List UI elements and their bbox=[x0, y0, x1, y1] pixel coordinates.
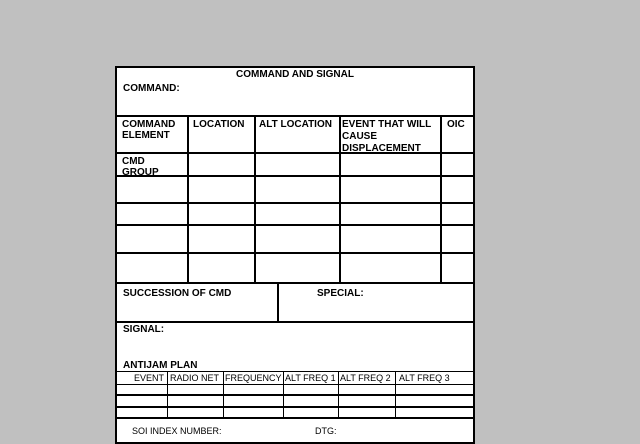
column-divider bbox=[277, 282, 279, 323]
grid-line bbox=[117, 384, 473, 385]
command-label: COMMAND: bbox=[123, 83, 180, 94]
grid-column-divider bbox=[395, 371, 396, 419]
grid-column-divider bbox=[283, 371, 284, 419]
column-header-oic: OIC bbox=[447, 119, 465, 130]
antijam-header-frequency: FREQUENCY bbox=[225, 373, 282, 383]
soi-index-label: SOI INDEX NUMBER: bbox=[132, 426, 222, 436]
form-title: COMMAND AND SIGNAL bbox=[236, 69, 354, 80]
grid-column-divider bbox=[223, 371, 224, 419]
dtg-label: DTG: bbox=[315, 426, 337, 436]
column-divider bbox=[440, 115, 442, 284]
grid-line bbox=[117, 371, 473, 372]
antijam-header-alt-freq-2: ALT FREQ 2 bbox=[340, 373, 391, 383]
special-label: SPECIAL: bbox=[317, 288, 364, 299]
grid-column-divider bbox=[167, 371, 168, 419]
antijam-label: ANTIJAM PLAN bbox=[123, 360, 198, 371]
succession-label: SUCCESSION OF CMD bbox=[123, 288, 232, 299]
antijam-header-radio-net: RADIO NET bbox=[170, 373, 220, 383]
column-divider bbox=[339, 115, 341, 284]
divider bbox=[117, 175, 473, 177]
signal-label: SIGNAL: bbox=[123, 324, 165, 335]
divider bbox=[117, 202, 473, 204]
divider bbox=[117, 252, 473, 254]
column-header-event: EVENT THAT WILL CAUSE DISPLACEMENT bbox=[342, 119, 432, 154]
divider bbox=[117, 321, 473, 323]
antijam-header-alt-freq-3: ALT FREQ 3 bbox=[399, 373, 450, 383]
grid-line bbox=[117, 406, 473, 408]
grid-line bbox=[117, 417, 473, 419]
grid-column-divider bbox=[338, 371, 339, 419]
column-header-alt-location: ALT LOCATION bbox=[259, 119, 332, 130]
column-divider bbox=[187, 115, 189, 284]
divider bbox=[117, 115, 473, 117]
command-and-signal-form bbox=[115, 66, 475, 444]
antijam-header-event: EVENT bbox=[134, 373, 165, 383]
grid-line bbox=[117, 394, 473, 396]
column-header-command-element: COMMAND ELEMENT bbox=[122, 119, 176, 141]
column-header-location: LOCATION bbox=[193, 119, 245, 130]
antijam-header-alt-freq-1: ALT FREQ 1 bbox=[285, 373, 336, 383]
column-divider bbox=[254, 115, 256, 284]
divider bbox=[117, 282, 473, 284]
divider bbox=[117, 224, 473, 226]
row-label-cmd-group: CMD GROUP bbox=[122, 156, 159, 178]
